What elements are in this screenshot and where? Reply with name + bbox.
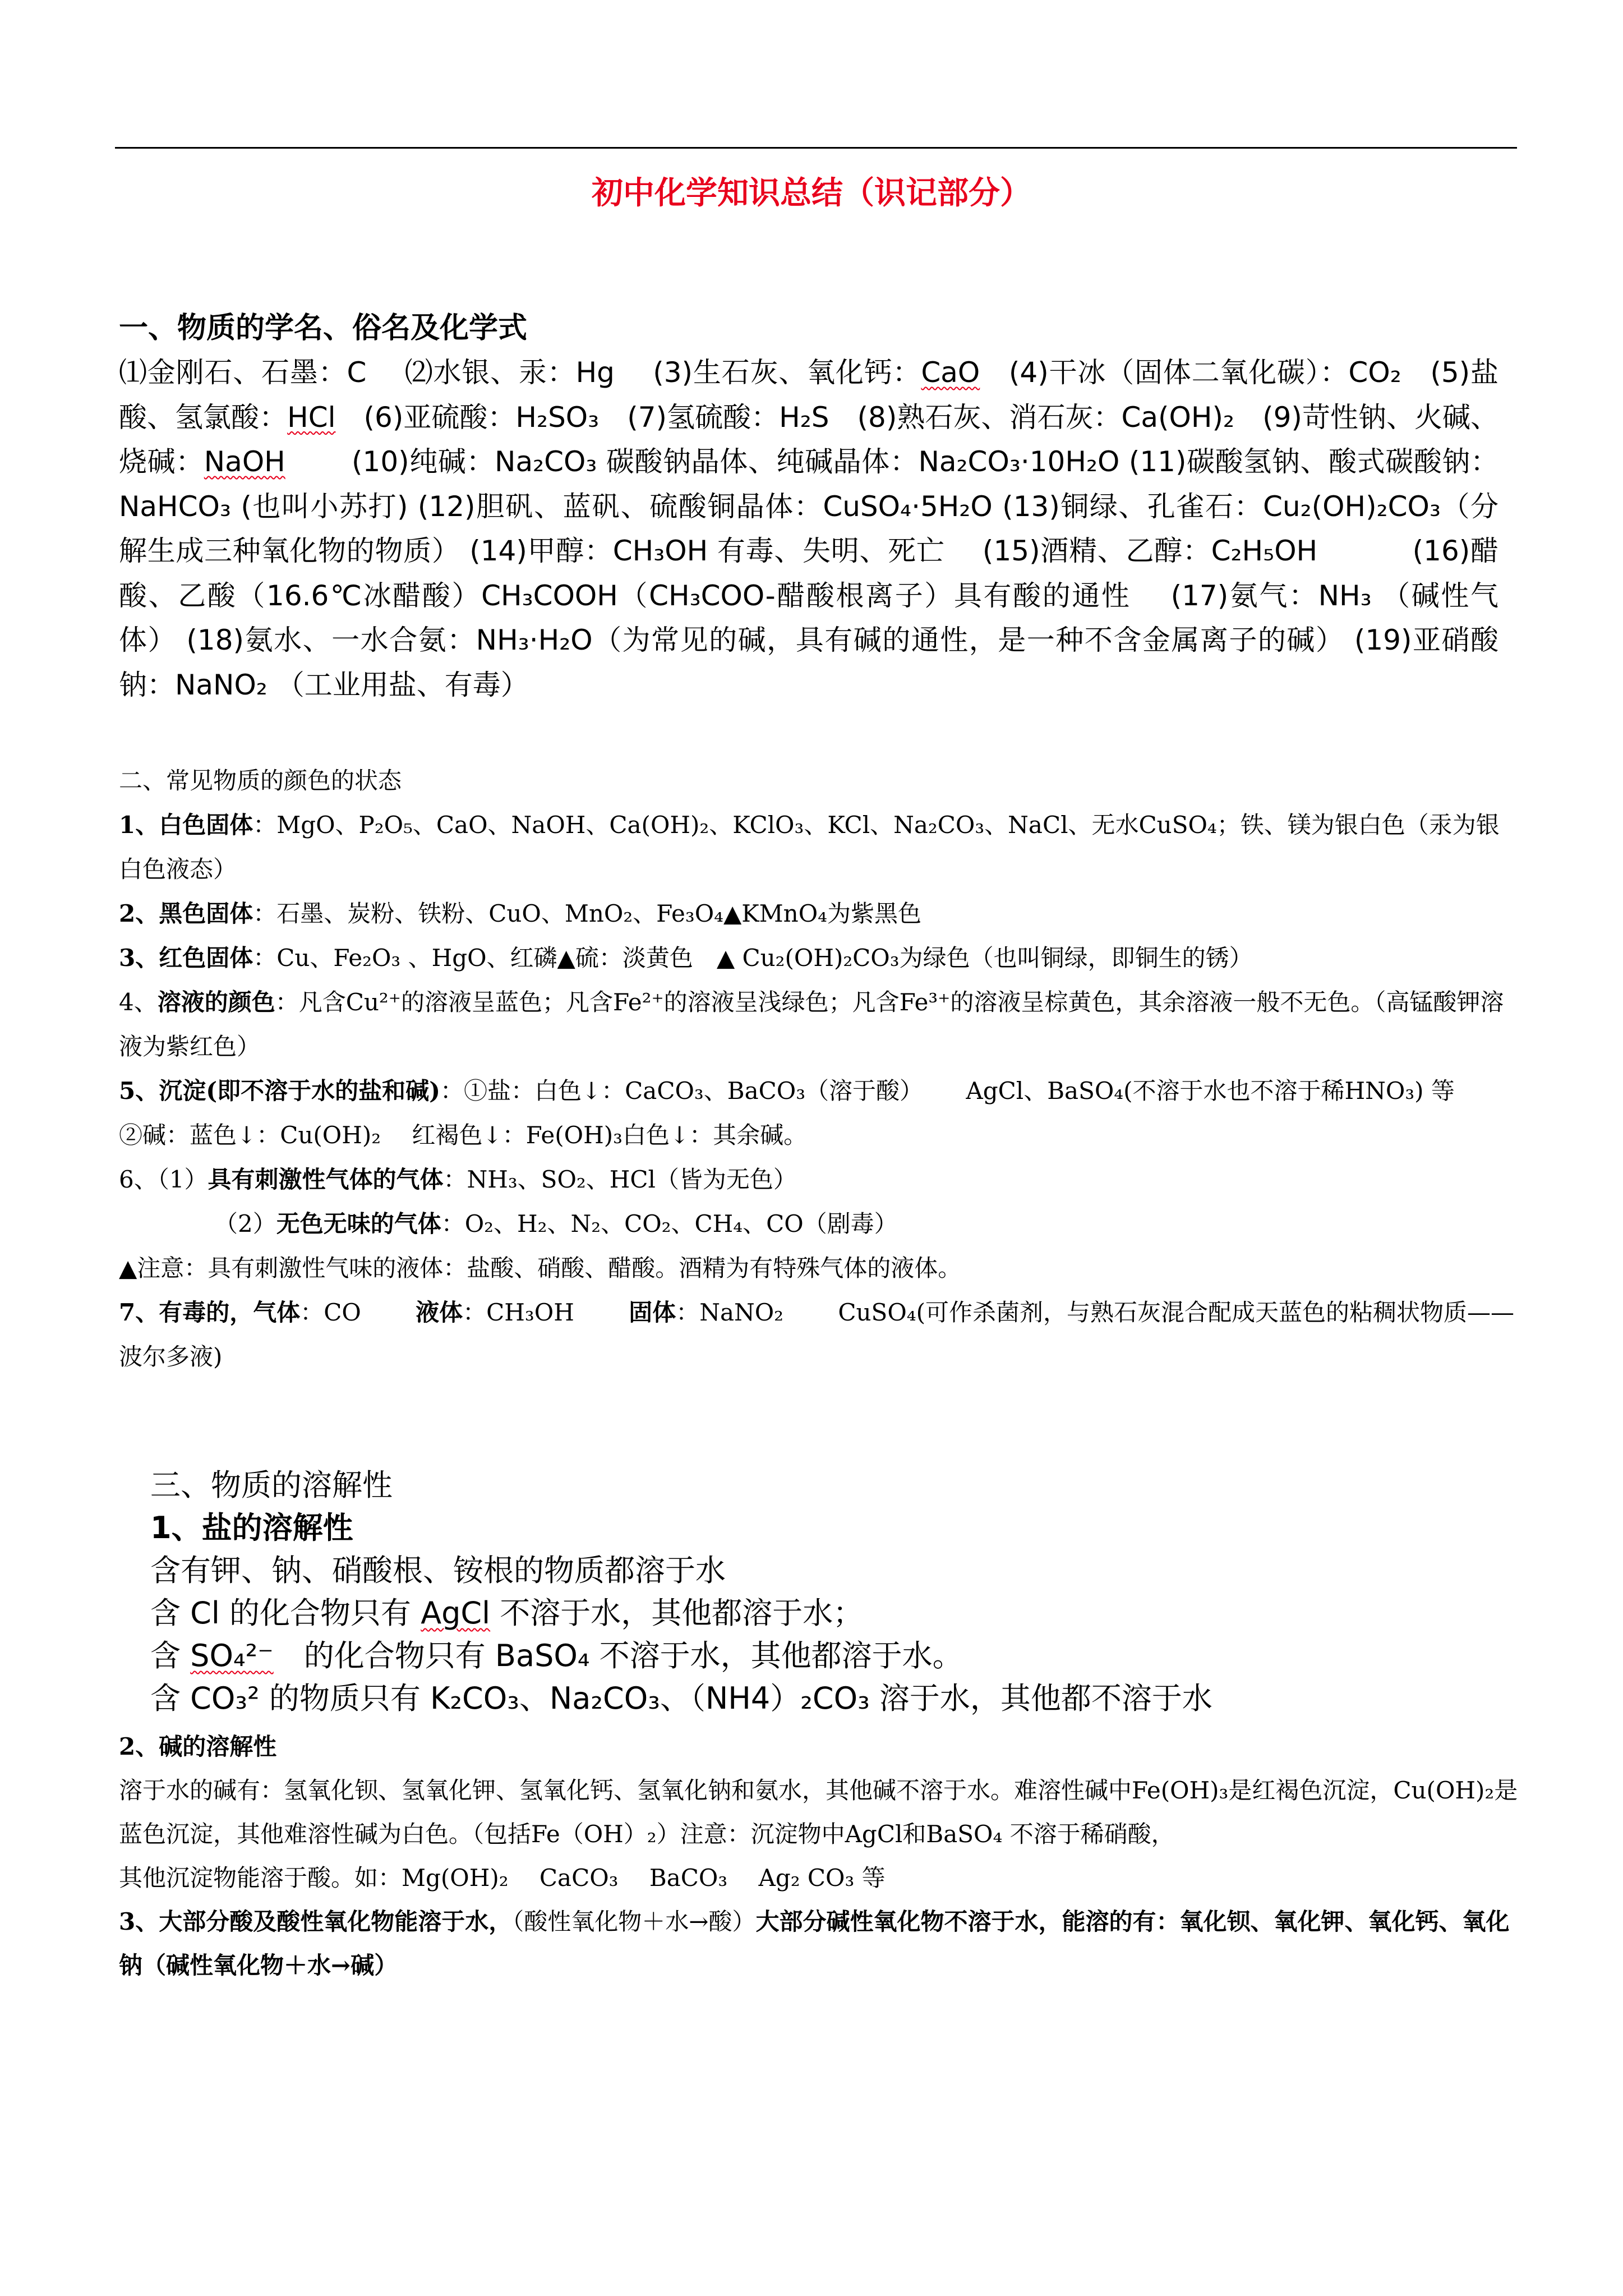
label-bold: 3、大部分酸及酸性氧化物能溶于水， xyxy=(119,1908,513,1935)
spellcheck-underlined-text: NaOH xyxy=(204,445,285,478)
label-bold: 无色无味的气体 xyxy=(276,1210,441,1237)
label-bold: 2、黑色固体 xyxy=(119,900,253,927)
subsection-heading: 1、盐的溶解性 xyxy=(150,1510,353,1545)
text-run: ⑴金刚石、石墨：C ⑵水银、汞：Hg (3)生石灰、氧化钙： xyxy=(119,356,921,389)
section-body xyxy=(119,351,1498,707)
label-bold: 7、有毒的，气体 xyxy=(119,1299,301,1326)
paragraph xyxy=(150,1592,1496,1635)
text-run: (6)亚硫酸：H₂SO₃ (7)氢硫酸：H₂S (8)熟石灰、消石灰：Ca(OH)₂ (9)苛性钠、火碱、烧碱： xyxy=(119,401,1498,478)
text-run: 含 Cl 的化合物只有 xyxy=(150,1595,421,1631)
text-run: ：石墨、炭粉、铁粉、CuO、MnO₂、Fe₃O₄▲KMnO₄为紫黑色 xyxy=(253,900,921,927)
section-heading: 一、物质的学名、俗名及化学式 xyxy=(119,311,528,345)
label-bold: 具有刺激性气体的气体 xyxy=(208,1166,444,1193)
text-run: 6、（1） xyxy=(119,1166,208,1193)
text-run: 的化合物只有 BaSO₄ 不溶于水，其他都溶于水。 xyxy=(273,1638,963,1673)
text-run: ：CO xyxy=(300,1299,416,1326)
text-run: ：Cu、Fe₂O₃ 、HgO、红磷▲硫：淡黄色 ▲ Cu₂(OH)₂CO₃为绿色（也叫铜绿，即铜生的锈） xyxy=(253,944,1253,972)
section-solubility xyxy=(150,1464,1496,1720)
paragraph: 其他沉淀物能溶于酸。如：Mg(OH)₂ CaCO₃ BaCO₃ Ag₂ CO₃ 等 xyxy=(119,1864,886,1892)
header-rule xyxy=(115,147,1517,149)
label-bold: 1、白色固体 xyxy=(119,811,253,839)
section-heading: 三、物质的溶解性 xyxy=(150,1467,393,1503)
text-run: ：O₂、H₂、N₂、CO₂、CH₄、CO（剧毒） xyxy=(441,1210,898,1237)
section-heading: 二、常见物质的颜色的状态 xyxy=(119,767,402,794)
text-run: (4)干冰（固体二氧化碳）：CO₂ (5)盐酸、氢氯酸： xyxy=(119,356,1498,434)
paragraph: 溶于水的碱有：氢氧化钡、氢氧化钾、氢氧化钙、氢氧化钠和氨水，其他碱不溶于水。难溶性碱中Fe(OH)₃是红褐色沉淀，Cu(OH)₂是蓝色沉淀，其他难溶性碱为白色。（包括Fe（OH）₂）注意：沉淀物中AgCl和BaSO₄ 不溶于稀硝酸， xyxy=(119,1777,1518,1848)
paragraph xyxy=(119,891,1521,936)
paragraph xyxy=(119,1900,1521,1987)
paragraph: 含有钾、钠、硝酸根、铵根的物质都溶于水 xyxy=(150,1553,726,1588)
section-names-formulas xyxy=(119,306,1498,707)
text-run: （2） xyxy=(214,1210,276,1237)
text-run: (10)纯碱：Na₂CO₃ 碳酸钠晶体、纯碱晶体：Na₂CO₃·10H₂O (11)碳酸氢钠、酸式碳酸钠：NaHCO₃ (也叫小苏打) (12)胆矾、蓝矾、硫酸铜晶体：CuSO₄·5H₂O (13)铜绿、孔雀石：Cu₂(OH)₂CO₃（分解生成三种氧化物的物质） (14)甲醇：CH₃OH 有毒、失明、死亡 (15)酒精、乙醇：C₂H₅OH (16)醋酸、乙酸（16.6℃冰醋酸）CH₃COOH（CH₃COO-醋酸根离子）具有酸的通性 (17)氨气：NH₃ （碱性气体） (18)氨水、一水合氨：NH₃·H₂O（为常见的碱，具有碱的通性，是一种不含金属离子的碱） (19)亚硝酸钠：NaNO₂ （工业用盐、有毒） xyxy=(119,445,1498,701)
text-run: ：NH₃、SO₂、HCl（皆为无色） xyxy=(443,1166,797,1193)
text-run: 含 xyxy=(150,1638,191,1673)
spellcheck-underlined-text: SO₄²⁻ xyxy=(190,1638,274,1673)
label-bold: 3、红色固体 xyxy=(119,944,253,972)
paragraph xyxy=(119,980,1521,1069)
paragraph xyxy=(119,1157,1521,1202)
label-bold: 溶液的颜色 xyxy=(157,988,275,1016)
spellcheck-underlined-text: CaO xyxy=(921,356,980,389)
text-run: ：CH₃OH xyxy=(463,1299,629,1326)
spellcheck-underlined-text: HCl xyxy=(287,401,336,434)
label-bold: 5、沉淀(即不溶于水的盐和碱) xyxy=(119,1077,440,1105)
paragraph xyxy=(119,1202,1521,1246)
subsection-heading: 2、碱的溶解性 xyxy=(119,1733,277,1760)
text-run: （酸性氧化物＋水→酸） xyxy=(512,1908,756,1935)
document-title: 初中化学知识总结（识记部分） xyxy=(592,174,1031,211)
text-run: 不溶于水，其他都溶于水； xyxy=(490,1595,864,1631)
paragraph: 含 CO₃² 的物质只有 K₂CO₃、Na₂CO₃、（NH4）₂CO₃ 溶于水，其他都不溶于水 xyxy=(150,1681,1212,1716)
text-run: ：凡含Cu²⁺的溶液呈蓝色；凡含Fe²⁺的溶液呈浅绿色；凡含Fe³⁺的溶液呈棕黄色，其余溶液一般不无色。（高锰酸钾溶液为紫红色） xyxy=(119,988,1504,1060)
label-bold: 固体 xyxy=(629,1299,676,1326)
paragraph xyxy=(119,1290,1521,1379)
text-run: ：NaNO₂ CuSO₄(可作杀菌剂，与熟石灰混合配成天蓝色的粘稠状物质——波尔多液) xyxy=(119,1299,1514,1370)
text-run: ：MgO、P₂O₅、CaO、NaOH、Ca(OH)₂、KClO₃、KCl、Na₂CO₃、NaCl、无水CuSO₄；铁、镁为银白色（汞为银白色液态） xyxy=(119,811,1500,883)
paragraph: ▲注意：具有刺激性气味的液体：盐酸、硝酸、醋酸。酒精为有特殊气体的液体。 xyxy=(119,1254,962,1282)
label-bold: 大部分碱性氧化物不溶于水，能溶的有：氧化钡、氧化钾、氧化钙、氧化钠（碱性氧化物＋水→碱） xyxy=(119,1908,1510,1979)
paragraph xyxy=(119,803,1521,891)
spellcheck-underlined-text: AgCl xyxy=(421,1595,491,1631)
paragraph xyxy=(119,1069,1521,1157)
label-bold: 液体 xyxy=(416,1299,463,1326)
paragraph xyxy=(150,1635,1496,1677)
text-run: ：①盐：白色↓：CaCO₃、BaCO₃（溶于酸） AgCl、BaSO₄(不溶于水也不溶于稀HNO₃) 等 ②碱：蓝色↓：Cu(OH)₂ 红褐色↓：Fe(OH)₃白色↓：其余碱。 xyxy=(119,1077,1510,1149)
section-solubility-continued xyxy=(119,1725,1521,1987)
paragraph xyxy=(119,936,1521,980)
section-colors-states xyxy=(119,758,1521,1379)
text-run: 4、 xyxy=(119,988,158,1016)
